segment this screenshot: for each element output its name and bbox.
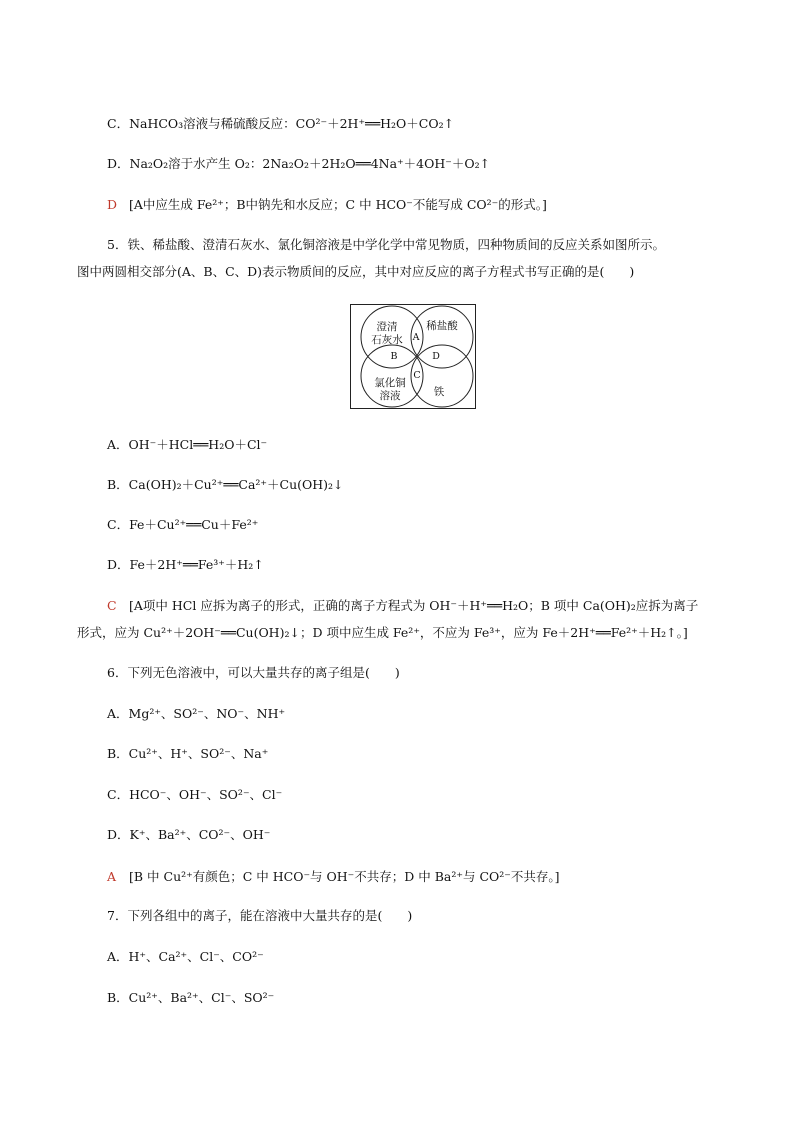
q5-answer-explanation-1: [A项中 HCl 应拆为离子的形式，正确的离子方程式为 OH⁻＋H⁺══H₂O；B 项中 Ca(OH)₂应拆为离子 <box>129 598 699 613</box>
q5-option-d: D．Fe＋2H⁺══Fe³⁺＋H₂↑ <box>107 557 264 572</box>
venn-diagram <box>350 304 476 409</box>
q5-option-a: A．OH⁻＋HCl══H₂O＋Cl⁻ <box>107 437 268 452</box>
q6-answer-letter: A <box>107 869 117 884</box>
q6-option-b: B．Cu²⁺、H⁺、SO²⁻、Na⁺ <box>107 746 269 761</box>
q5-option-c: C．Fe＋Cu²⁺══Cu＋Fe²⁺ <box>107 517 259 532</box>
q4-answer-explanation: [A中应生成 Fe²⁺；B中钠先和水反应；C 中 HCO⁻不能写成 CO²⁻的形式。] <box>129 197 547 212</box>
q6-answer-explanation: [B 中 Cu²⁺有颜色；C 中 HCO⁻与 OH⁻不共存；D 中 Ba²⁺与 CO²⁻不共存。] <box>129 869 560 884</box>
q7-option-b: B．Cu²⁺、Ba²⁺、Cl⁻、SO²⁻ <box>107 990 275 1005</box>
label-copper-chloride-1: 氯化铜 <box>374 377 406 389</box>
q5-stem-line2: 图中两圆相交部分(A、B、C、D)表示物质间的反应，其中对应反应的离子方程式书写正确的是( ) <box>77 264 635 279</box>
q5-option-b: B．Ca(OH)₂＋Cu²⁺══Ca²⁺＋Cu(OH)₂↓ <box>107 477 344 492</box>
q6-option-d: D．K⁺、Ba²⁺、CO²⁻、OH⁻ <box>107 827 271 842</box>
intersection-c: C <box>413 370 421 381</box>
q6-stem: 6．下列无色溶液中，可以大量共存的离子组是( ) <box>107 665 400 680</box>
label-copper-chloride-2: 溶液 <box>379 390 401 402</box>
q5-stem-line1: 5．铁、稀盐酸、澄清石灰水、氯化铜溶液是中学化学中常见物质，四种物质间的反应关系如图所示。 <box>107 237 665 252</box>
intersection-a: A <box>412 332 420 343</box>
label-iron: 铁 <box>433 386 445 398</box>
intersection-b: B <box>390 351 398 362</box>
q5-answer <box>107 597 698 615</box>
circle-hydrochloric-acid <box>411 306 473 368</box>
q4-option-d: D．Na₂O₂溶于水产生 O₂：2Na₂O₂＋2H₂O══4Na⁺＋4OH⁻＋O₂↑ <box>107 156 491 171</box>
q5-answer-letter: C <box>107 598 117 613</box>
q6-answer <box>107 868 560 886</box>
q7-option-a: A．H⁺、Ca²⁺、Cl⁻、CO²⁻ <box>107 949 264 964</box>
q5-answer-explanation-2: 形式，应为 Cu²⁺＋2OH⁻══Cu(OH)₂↓；D 项中应生成 Fe²⁺，不应为 Fe³⁺，应为 Fe＋2H⁺══Fe²⁺＋H₂↑。] <box>77 625 688 640</box>
q4-answer-letter: D <box>107 197 118 212</box>
label-limewater-1: 澄清 <box>376 321 398 333</box>
q6-option-c: C．HCO⁻、OH⁻、SO²⁻、Cl⁻ <box>107 787 283 802</box>
intersection-d: D <box>432 351 440 362</box>
q4-answer <box>107 196 547 214</box>
q7-stem: 7．下列各组中的离子，能在溶液中大量共存的是( ) <box>107 908 413 923</box>
label-limewater-2: 石灰水 <box>371 334 403 346</box>
q6-option-a: A．Mg²⁺、SO²⁻、NO⁻、NH⁺ <box>107 706 286 721</box>
q4-option-c: C．NaHCO₃溶液与稀硫酸反应：CO²⁻＋2H⁺══H₂O＋CO₂↑ <box>107 116 455 131</box>
label-hydrochloric-acid: 稀盐酸 <box>426 320 458 332</box>
